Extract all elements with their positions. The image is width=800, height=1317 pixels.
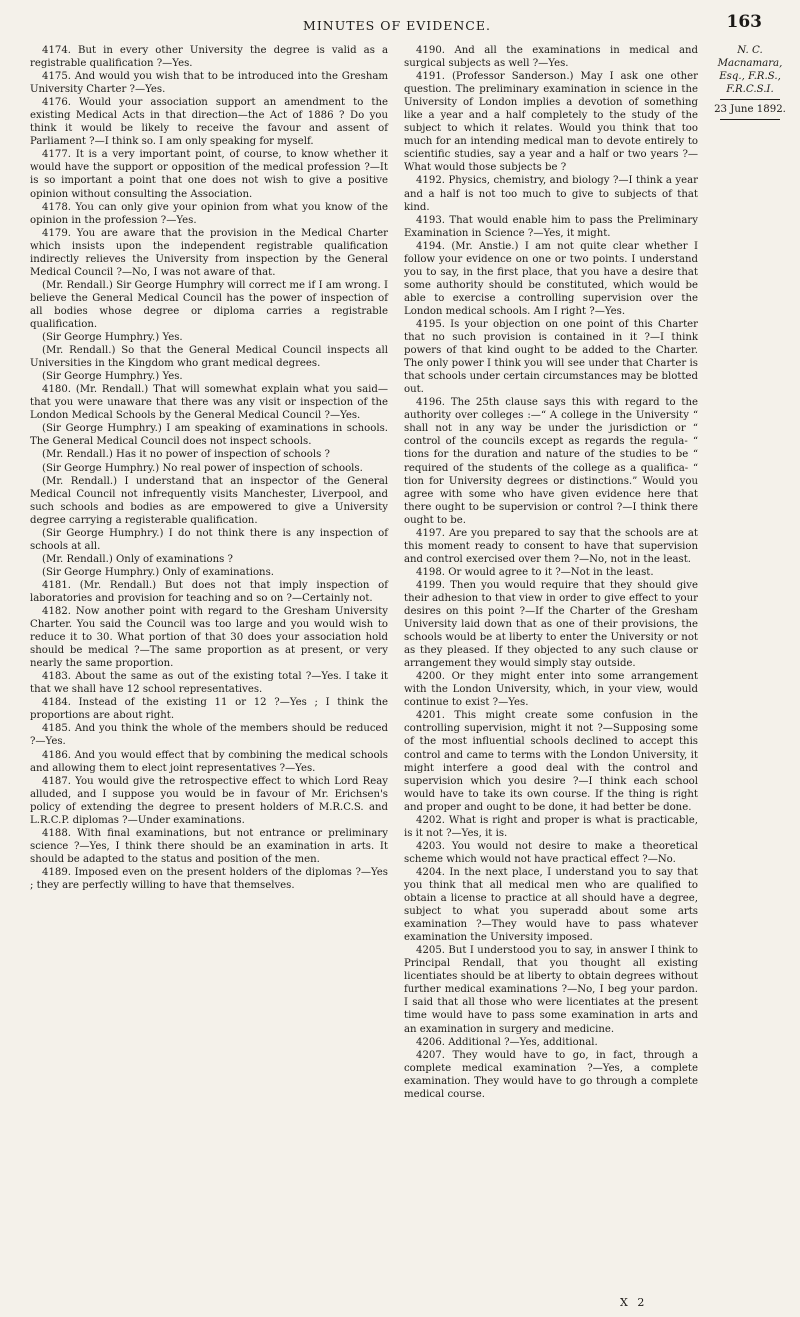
evidence-paragraph: 4174. But in every other University the degree is valid as a registrable qualification ?—Yes. [30, 45, 388, 70]
evidence-paragraph: (Mr. Rendall.) Sir George Humphry will correct me if I am wrong. I believe the General Medical Council has the power of inspection of all bodies whose degree or diploma carries a registrable qualification. [30, 279, 388, 330]
evidence-paragraph: (Sir George Humphry.) I do not think there is any inspection of schools at all. [30, 527, 388, 552]
witness-name: N. C. Macnamara, [717, 45, 783, 69]
evidence-paragraph: 4179. You are aware that the provision in the Medical Charter which insists upon the independent registrable qualification indirectly relieves the University from inspection by the General Medical Council ?—No, I was not aware of that. [30, 227, 388, 278]
evidence-paragraph: 4203. You would not desire to make a theoretical scheme which would not have practical effect ?—No. [404, 840, 698, 865]
page-number: 163 [726, 12, 762, 32]
running-head: MINUTES OF EVIDENCE. [303, 18, 491, 33]
page-header [32, 4, 762, 32]
evidence-paragraph: 4183. About the same as out of the existing total ?—Yes. I take it that we shall have 12 school representatives. [30, 671, 388, 696]
left-column [30, 44, 388, 892]
evidence-paragraph: 4200. Or they might enter into some arrangement with the London University, which, in your view, would continue to exist ?—Yes. [404, 671, 698, 709]
evidence-paragraph: 4180. (Mr. Rendall.) That will somewhat explain what you said—that you were unaware that there was any visit or inspection of the London Medical Schools by the General Medical Council ?—Yes. [30, 384, 388, 422]
evidence-paragraph: 4202. What is right and proper is what is practicable, is it not ?—Yes, it is. [404, 814, 698, 839]
evidence-paragraph: (Sir George Humphry.) Yes. [42, 371, 183, 383]
evidence-paragraph: 4178. You can only give your opinion from what you know of the opinion in the profession ?—Yes. [30, 201, 388, 226]
evidence-paragraph: 4181. (Mr. Rendall.) But does not that imply inspection of laboratories and provision for teaching and so on ?—Certainly not. [30, 579, 388, 604]
evidence-paragraph: 4194. (Mr. Anstie.) I am not quite clear whether I follow your evidence on one or two points. I understand you to say, in the first place, that you have a desire that some authority should be constituted, which would be able to exercise a controlling supervision over the London medical schools. Am I right ?—Yes. [404, 240, 698, 317]
witness-margin-note [706, 44, 794, 123]
evidence-paragraph: 4199. Then you would require that they should give their adhesion to that view in order to give effect to your desires on this point ?—If the Charter of the Gresham University laid down that as one of their provisions, the schools would be at liberty to enter the University or not as they pleased. If they objected to any such clause or arrangement they would simply stay outside. [404, 579, 698, 670]
evidence-paragraph: 4190. And all the examinations in medical and surgical subjects as well ?—Yes. [404, 45, 698, 70]
evidence-paragraph: (Sir George Humphry.) No real power of inspection of schools. [42, 462, 363, 474]
evidence-paragraph: 4191. (Professor Sanderson.) May I ask one other question. The preliminary examination in science in the University of London implies a devotion of something like a year and a half completely to the study of the subject to which it relates. Would you think that too much for an intending medical man to devote entirely to scientific studies, say a year and a half or two years ?—What would those subjects be ? [404, 71, 698, 174]
margin-divider [720, 99, 780, 100]
evidence-paragraph: 4205. But I understood you to say, in answer I think to Principal Rendall, that you thought all existing licentiates should be at liberty to obtain degrees without further medical examinations ?—No, I beg your pardon. I said that all those who were licentiates at the present time would have to pass some examination in arts and an examination in surgery and medicine. [404, 945, 698, 1035]
evidence-paragraph: 4175. And would you wish that to be introduced into the Gresham University Charter ?—Yes. [30, 71, 388, 96]
evidence-paragraph: 4182. Now another point with regard to the Gresham University Charter. You said the Council was too large and you would wish to reduce it to 30. What portion of that 30 does your association hold should be medical ?—The same proportion as at present, or very nearly the same proportion. [30, 606, 388, 670]
evidence-paragraph: 4204. In the next place, I understand you to say that you think that all medical men who are qualified to obtain a license to practice at all should have a degree, subject to what you superadd about some arts examination ?—They would have to pass whatever examination the University imposed. [404, 866, 698, 944]
evidence-paragraph: 4186. And you would effect that by combining the medical schools and allowing them to elect joint representatives ?—Yes. [30, 749, 388, 774]
evidence-paragraph: 4197. Are you prepared to say that the schools are at this moment ready to consent to have that supervision and control exercised over them ?—No, not in the least. [404, 527, 698, 565]
evidence-paragraph: 4185. And you think the whole of the members should be reduced ?—Yes. [30, 723, 388, 748]
evidence-paragraph: 4198. Or would agree to it ?—Not in the least. [416, 566, 654, 578]
evidence-paragraph: (Mr. Rendall.) So that the General Medical Council inspects all Universities in the Kingdom who grant medical degrees. [30, 345, 388, 370]
evidence-paragraph: 4187. You would give the retrospective effect to which Lord Reay alluded, and I suppose you would be in favour of Mr. Erichsen's policy of extending the degree to present holders of M.R.C.S. and L.R.C.P. diplomas ?—Under examinations. [30, 775, 388, 826]
evidence-paragraph: 4177. It is a very important point, of course, to know whether it would have the support or opposition of the medical profession ?—It is so important a point that one does not wish to give a positive opinion without consulting the Association. [30, 149, 388, 200]
evidence-paragraph: (Sir George Humphry.) I am speaking of examinations in schools. The General Medical Council does not inspect schools. [30, 423, 388, 448]
evidence-paragraph: 4192. Physics, chemistry, and biology ?—I think a year and a half is not too much to give to subjects of that kind. [404, 175, 698, 213]
evidence-date: 23 June 1892. [714, 104, 786, 115]
evidence-paragraph: (Sir George Humphry.) Only of examinations. [42, 566, 274, 578]
right-column [404, 44, 698, 1101]
evidence-paragraph: 4207. They would have to go, in fact, through a complete medical examination ?—Yes, a complete examination. They would have to go through a complete medical course. [404, 1049, 698, 1100]
evidence-paragraph: 4188. With final examinations, but not entrance or preliminary science ?—Yes, I think there should be an examination in arts. It should be adapted to the status and position of the men. [30, 827, 388, 865]
signature-mark: X 2 [620, 1296, 648, 1309]
evidence-paragraph: (Mr. Rendall.) I understand that an inspector of the General Medical Council not infrequently visits Manchester, Liverpool, and such schools and bodies as are empowered to give a University degree carrying a registerable qualification. [30, 475, 388, 526]
witness-qualifications: Esq., F.R.S., F.R.C.S.I. [719, 71, 781, 95]
evidence-paragraph: 4193. That would enable him to pass the Preliminary Examination in Science ?—Yes, it might. [404, 214, 698, 239]
evidence-paragraph: 4195. Is your objection on one point of this Charter that no such provision is contained in it ?—I think powers of that kind ought to be added to the Charter. The only power I think you will see under that Charter is that schools under certain circumstances may be blotted out. [404, 318, 698, 396]
evidence-paragraph: (Mr. Rendall.) Only of examinations ? [42, 553, 233, 565]
margin-divider-bottom [720, 119, 780, 120]
evidence-paragraph: (Mr. Rendall.) Has it no power of inspection of schools ? [42, 449, 330, 461]
evidence-paragraph: 4176. Would your association support an amendment to the existing Medical Acts in that direction—the Act of 1886 ? Do you think it would be likely to receive the favour and assent of Parliament ?—I think so. I am only speaking for myself. [30, 97, 388, 148]
evidence-paragraph: (Sir George Humphry.) Yes. [42, 332, 183, 344]
evidence-paragraph: 4206. Additional ?—Yes, additional. [416, 1036, 598, 1048]
evidence-paragraph: 4184. Instead of the existing 11 or 12 ?—Yes ; I think the proportions are about right. [30, 697, 388, 722]
evidence-paragraph: 4201. This might create some confusion in the controlling supervision, might it not ?—Supposing some of the most influential schools declined to accept this control and came to terms with the London University, it might interfere a good deal with the control and supervision which you desire ?—I think each school would have to take its own course. If the thing is right and proper and ought to be done, it had better be done. [404, 710, 698, 813]
evidence-paragraph: 4189. Imposed even on the present holders of the diplomas ?—Yes ; they are perfectly willing to have that themselves. [30, 866, 388, 891]
evidence-paragraph: 4196. The 25th clause says this with regard to the authority over colleges :—“ A college in the University “ shall not in any way be under the jurisdiction or “ control of the councils except as regards the regula- “ tions for the duration and nature of the studies to be “ required of the students of the college as a qualifica- “ tion for University degrees or distinctions.” Would you agree with some who have given evidence here that there ought to be supervision or control ?—I think there ought to be. [404, 397, 698, 526]
